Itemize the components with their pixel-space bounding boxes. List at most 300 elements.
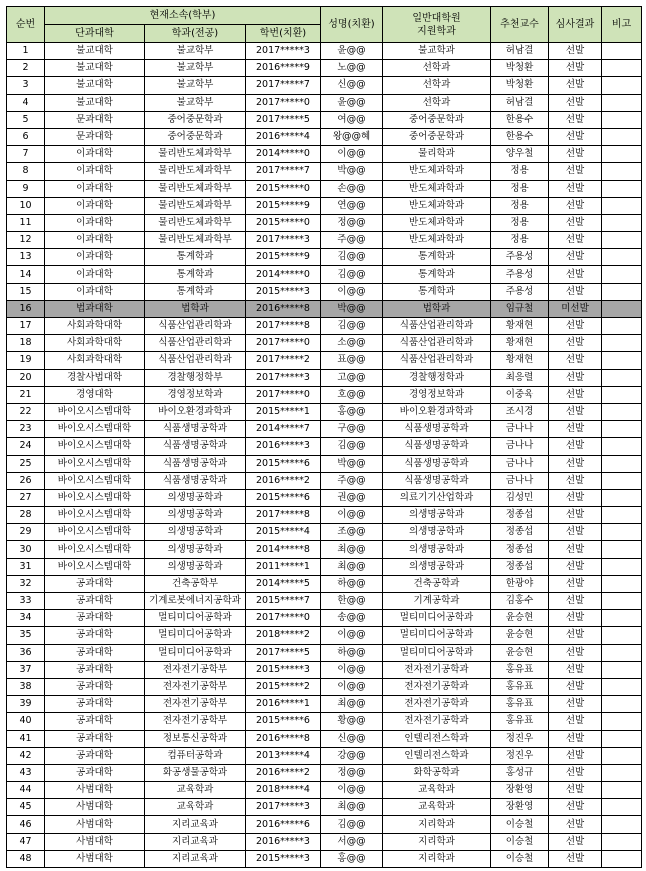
cell-dept: 전자전기공학부 bbox=[145, 713, 246, 730]
cell-name: 송@@ bbox=[321, 610, 383, 627]
cell-professor: 윤승현 bbox=[491, 627, 549, 644]
cell-name: 홍@@ bbox=[321, 403, 383, 420]
cell-result: 선발 bbox=[549, 472, 602, 489]
cell-note bbox=[602, 644, 642, 661]
cell-student-id: 2016*****8 bbox=[246, 730, 321, 747]
cell-dept: 물리반도체과학부 bbox=[145, 180, 246, 197]
table-row bbox=[7, 747, 642, 764]
cell-result: 선발 bbox=[549, 403, 602, 420]
cell-college: 사범대학 bbox=[45, 833, 145, 850]
cell-student-id: 2015*****6 bbox=[246, 455, 321, 472]
cell-grad-dept: 전자전기공학과 bbox=[383, 678, 491, 695]
table-row bbox=[7, 335, 642, 352]
cell-note bbox=[602, 782, 642, 799]
cell-note bbox=[602, 43, 642, 60]
cell-grad-dept: 멀티미디어공학과 bbox=[383, 627, 491, 644]
cell-result: 선발 bbox=[549, 816, 602, 833]
cell-grad-dept: 전자전기공학과 bbox=[383, 696, 491, 713]
cell-name: 윤@@ bbox=[321, 94, 383, 111]
cell-grad-dept: 선학과 bbox=[383, 77, 491, 94]
cell-college: 바이오시스템대학 bbox=[45, 558, 145, 575]
cell-note bbox=[602, 593, 642, 610]
cell-dept: 법학과 bbox=[145, 300, 246, 317]
cell-professor: 홍성규 bbox=[491, 764, 549, 781]
cell-dept: 식품생명공학과 bbox=[145, 455, 246, 472]
cell-note bbox=[602, 438, 642, 455]
cell-note bbox=[602, 128, 642, 145]
cell-student-id: 2015*****1 bbox=[246, 403, 321, 420]
cell-no: 28 bbox=[7, 507, 45, 524]
table-row bbox=[7, 610, 642, 627]
cell-name: 이@@ bbox=[321, 627, 383, 644]
table-row bbox=[7, 94, 642, 111]
cell-dept: 멀티미디어공학과 bbox=[145, 610, 246, 627]
cell-professor: 정종섭 bbox=[491, 507, 549, 524]
cell-professor: 황재현 bbox=[491, 335, 549, 352]
cell-college: 사회과학대학 bbox=[45, 318, 145, 335]
cell-no: 47 bbox=[7, 833, 45, 850]
cell-no: 16 bbox=[7, 300, 45, 317]
cell-name: 조@@ bbox=[321, 524, 383, 541]
cell-no: 40 bbox=[7, 713, 45, 730]
cell-note bbox=[602, 94, 642, 111]
table-row bbox=[7, 696, 642, 713]
cell-college: 불교대학 bbox=[45, 94, 145, 111]
table-row bbox=[7, 77, 642, 94]
cell-dept: 멀티미디어공학과 bbox=[145, 644, 246, 661]
cell-college: 바이오시스템대학 bbox=[45, 403, 145, 420]
cell-college: 사범대학 bbox=[45, 799, 145, 816]
cell-grad-dept: 중어중문학과 bbox=[383, 111, 491, 128]
cell-result: 선발 bbox=[549, 455, 602, 472]
cell-student-id: 2015*****0 bbox=[246, 180, 321, 197]
cell-grad-dept: 바이오환경과학과 bbox=[383, 403, 491, 420]
cell-note bbox=[602, 764, 642, 781]
cell-student-id: 2015*****9 bbox=[246, 197, 321, 214]
cell-professor: 정진우 bbox=[491, 730, 549, 747]
cell-student-id: 2014*****7 bbox=[246, 421, 321, 438]
cell-student-id: 2016*****9 bbox=[246, 60, 321, 77]
header-no: 순번 bbox=[7, 7, 45, 43]
cell-college: 공과대학 bbox=[45, 610, 145, 627]
cell-dept: 지리교육과 bbox=[145, 833, 246, 850]
table-row bbox=[7, 111, 642, 128]
cell-result: 선발 bbox=[549, 386, 602, 403]
table-row bbox=[7, 163, 642, 180]
cell-college: 이과대학 bbox=[45, 180, 145, 197]
cell-no: 42 bbox=[7, 747, 45, 764]
cell-college: 바이오시스템대학 bbox=[45, 472, 145, 489]
header-grad bbox=[383, 7, 491, 43]
cell-result: 선발 bbox=[549, 214, 602, 231]
cell-grad-dept: 전자전기공학과 bbox=[383, 661, 491, 678]
cell-professor: 한용수 bbox=[491, 111, 549, 128]
cell-grad-dept: 식품생명공학과 bbox=[383, 438, 491, 455]
cell-result: 선발 bbox=[549, 610, 602, 627]
cell-grad-dept: 반도체과학과 bbox=[383, 163, 491, 180]
cell-student-id: 2016*****4 bbox=[246, 128, 321, 145]
cell-no: 48 bbox=[7, 850, 45, 867]
cell-dept: 통계학과 bbox=[145, 266, 246, 283]
cell-result: 선발 bbox=[549, 661, 602, 678]
cell-name: 신@@ bbox=[321, 730, 383, 747]
cell-grad-dept: 반도체과학과 bbox=[383, 180, 491, 197]
cell-dept: 불교학부 bbox=[145, 94, 246, 111]
cell-name: 권@@ bbox=[321, 489, 383, 506]
header-grad-label: 일반대학원 지원학과 bbox=[412, 12, 461, 37]
cell-note bbox=[602, 111, 642, 128]
table-row bbox=[7, 386, 642, 403]
cell-name: 김@@ bbox=[321, 249, 383, 266]
cell-student-id: 2015*****3 bbox=[246, 661, 321, 678]
cell-dept: 의생명공학과 bbox=[145, 507, 246, 524]
cell-college: 이과대학 bbox=[45, 249, 145, 266]
cell-dept: 물리반도체과학부 bbox=[145, 197, 246, 214]
cell-no: 41 bbox=[7, 730, 45, 747]
table-row bbox=[7, 575, 642, 592]
cell-note bbox=[602, 833, 642, 850]
cell-result: 선발 bbox=[549, 421, 602, 438]
cell-name: 고@@ bbox=[321, 369, 383, 386]
cell-no: 44 bbox=[7, 782, 45, 799]
cell-grad-dept: 멀티미디어공학과 bbox=[383, 610, 491, 627]
cell-result: 선발 bbox=[549, 146, 602, 163]
cell-note bbox=[602, 507, 642, 524]
cell-note bbox=[602, 799, 642, 816]
cell-no: 1 bbox=[7, 43, 45, 60]
cell-note bbox=[602, 352, 642, 369]
table-row bbox=[7, 438, 642, 455]
cell-student-id: 2016*****3 bbox=[246, 438, 321, 455]
cell-dept: 의생명공학과 bbox=[145, 489, 246, 506]
cell-student-id: 2017*****3 bbox=[246, 43, 321, 60]
cell-no: 17 bbox=[7, 318, 45, 335]
cell-college: 사회과학대학 bbox=[45, 335, 145, 352]
cell-dept: 전자전기공학부 bbox=[145, 661, 246, 678]
cell-result: 선발 bbox=[549, 352, 602, 369]
cell-no: 7 bbox=[7, 146, 45, 163]
cell-college: 사범대학 bbox=[45, 782, 145, 799]
cell-professor: 정종섭 bbox=[491, 524, 549, 541]
cell-note bbox=[602, 180, 642, 197]
cell-result: 선발 bbox=[549, 266, 602, 283]
cell-college: 불교대학 bbox=[45, 77, 145, 94]
header-name: 성명(치환) bbox=[321, 7, 383, 43]
cell-dept: 불교학부 bbox=[145, 77, 246, 94]
cell-grad-dept: 식품산업관리학과 bbox=[383, 335, 491, 352]
cell-college: 바이오시스템대학 bbox=[45, 421, 145, 438]
cell-result: 선발 bbox=[549, 558, 602, 575]
cell-no: 12 bbox=[7, 232, 45, 249]
cell-dept: 교육학과 bbox=[145, 799, 246, 816]
cell-dept: 의생명공학과 bbox=[145, 558, 246, 575]
cell-no: 19 bbox=[7, 352, 45, 369]
cell-dept: 경찰행정학부 bbox=[145, 369, 246, 386]
table-row bbox=[7, 455, 642, 472]
cell-professor: 최응렬 bbox=[491, 369, 549, 386]
cell-name: 연@@ bbox=[321, 197, 383, 214]
cell-professor: 이승철 bbox=[491, 833, 549, 850]
cell-professor: 조시경 bbox=[491, 403, 549, 420]
cell-grad-dept: 의료기기산업학과 bbox=[383, 489, 491, 506]
cell-professor: 주용성 bbox=[491, 283, 549, 300]
cell-no: 32 bbox=[7, 575, 45, 592]
cell-student-id: 2017*****7 bbox=[246, 163, 321, 180]
cell-student-id: 2013*****4 bbox=[246, 747, 321, 764]
cell-grad-dept: 식품생명공학과 bbox=[383, 472, 491, 489]
cell-college: 이과대학 bbox=[45, 283, 145, 300]
cell-result: 선발 bbox=[549, 593, 602, 610]
cell-no: 14 bbox=[7, 266, 45, 283]
cell-professor: 윤승현 bbox=[491, 610, 549, 627]
cell-result: 선발 bbox=[549, 524, 602, 541]
cell-name: 강@@ bbox=[321, 747, 383, 764]
cell-college: 공과대학 bbox=[45, 696, 145, 713]
table-row bbox=[7, 43, 642, 60]
cell-note bbox=[602, 713, 642, 730]
cell-professor: 홍유표 bbox=[491, 678, 549, 695]
cell-no: 43 bbox=[7, 764, 45, 781]
cell-college: 불교대학 bbox=[45, 43, 145, 60]
cell-note bbox=[602, 627, 642, 644]
cell-name: 신@@ bbox=[321, 77, 383, 94]
cell-professor: 한광야 bbox=[491, 575, 549, 592]
cell-professor: 장환영 bbox=[491, 799, 549, 816]
header-prof: 추천교수 bbox=[491, 7, 549, 43]
cell-name: 정@@ bbox=[321, 214, 383, 231]
cell-dept: 불교학부 bbox=[145, 60, 246, 77]
cell-college: 바이오시스템대학 bbox=[45, 524, 145, 541]
cell-dept: 기계로봇에너지공학과 bbox=[145, 593, 246, 610]
cell-grad-dept: 반도체과학과 bbox=[383, 214, 491, 231]
cell-student-id: 2017*****7 bbox=[246, 77, 321, 94]
cell-result: 선발 bbox=[549, 60, 602, 77]
cell-result: 선발 bbox=[549, 489, 602, 506]
header-note: 비고 bbox=[602, 7, 642, 43]
header-dept: 학과(전공) bbox=[145, 25, 246, 43]
cell-college: 공과대학 bbox=[45, 575, 145, 592]
cell-name: 서@@ bbox=[321, 833, 383, 850]
cell-result: 선발 bbox=[549, 850, 602, 867]
cell-result: 선발 bbox=[549, 180, 602, 197]
cell-student-id: 2011*****1 bbox=[246, 558, 321, 575]
cell-no: 26 bbox=[7, 472, 45, 489]
cell-student-id: 2018*****4 bbox=[246, 782, 321, 799]
cell-name: 노@@ bbox=[321, 60, 383, 77]
cell-name: 한@@ bbox=[321, 593, 383, 610]
cell-grad-dept: 지리학과 bbox=[383, 833, 491, 850]
cell-grad-dept: 통계학과 bbox=[383, 249, 491, 266]
cell-name: 호@@ bbox=[321, 386, 383, 403]
cell-dept: 불교학부 bbox=[145, 43, 246, 60]
cell-name: 손@@ bbox=[321, 180, 383, 197]
cell-result: 선발 bbox=[549, 232, 602, 249]
cell-student-id: 2017*****5 bbox=[246, 644, 321, 661]
cell-professor: 김성민 bbox=[491, 489, 549, 506]
cell-college: 사회과학대학 bbox=[45, 352, 145, 369]
cell-note bbox=[602, 421, 642, 438]
cell-college: 법과대학 bbox=[45, 300, 145, 317]
cell-student-id: 2017*****8 bbox=[246, 318, 321, 335]
table-row bbox=[7, 782, 642, 799]
cell-no: 30 bbox=[7, 541, 45, 558]
cell-dept: 식품산업관리학과 bbox=[145, 335, 246, 352]
cell-no: 37 bbox=[7, 661, 45, 678]
cell-result: 선발 bbox=[549, 575, 602, 592]
cell-grad-dept: 식품생명공학과 bbox=[383, 455, 491, 472]
cell-result: 선발 bbox=[549, 163, 602, 180]
cell-no: 27 bbox=[7, 489, 45, 506]
cell-professor: 홍유표 bbox=[491, 713, 549, 730]
table-row bbox=[7, 214, 642, 231]
cell-dept: 교육학과 bbox=[145, 782, 246, 799]
cell-professor: 이승철 bbox=[491, 816, 549, 833]
cell-result: 선발 bbox=[549, 77, 602, 94]
cell-college: 바이오시스템대학 bbox=[45, 507, 145, 524]
cell-result: 선발 bbox=[549, 111, 602, 128]
cell-professor: 한용수 bbox=[491, 128, 549, 145]
cell-student-id: 2014*****0 bbox=[246, 266, 321, 283]
cell-professor: 금나나 bbox=[491, 455, 549, 472]
table-row bbox=[7, 266, 642, 283]
cell-professor: 정진우 bbox=[491, 747, 549, 764]
cell-result: 선발 bbox=[549, 764, 602, 781]
cell-college: 공과대학 bbox=[45, 627, 145, 644]
cell-college: 이과대학 bbox=[45, 266, 145, 283]
cell-name: 윤@@ bbox=[321, 43, 383, 60]
cell-grad-dept: 기계공학과 bbox=[383, 593, 491, 610]
cell-grad-dept: 식품생명공학과 bbox=[383, 421, 491, 438]
cell-grad-dept: 통계학과 bbox=[383, 266, 491, 283]
cell-name: 최@@ bbox=[321, 541, 383, 558]
cell-professor: 정용 bbox=[491, 214, 549, 231]
cell-no: 36 bbox=[7, 644, 45, 661]
cell-dept: 통계학과 bbox=[145, 249, 246, 266]
cell-college: 바이오시스템대학 bbox=[45, 438, 145, 455]
cell-note bbox=[602, 524, 642, 541]
cell-student-id: 2018*****2 bbox=[246, 627, 321, 644]
cell-grad-dept: 반도체과학과 bbox=[383, 197, 491, 214]
cell-result: 선발 bbox=[549, 627, 602, 644]
table-row bbox=[7, 352, 642, 369]
cell-name: 이@@ bbox=[321, 678, 383, 695]
cell-dept: 바이오환경과학과 bbox=[145, 403, 246, 420]
cell-name: 여@@ bbox=[321, 111, 383, 128]
cell-student-id: 2014*****5 bbox=[246, 575, 321, 592]
cell-result: 선발 bbox=[549, 43, 602, 60]
cell-professor: 임규철 bbox=[491, 300, 549, 317]
cell-college: 바이오시스템대학 bbox=[45, 489, 145, 506]
cell-professor: 박청환 bbox=[491, 60, 549, 77]
cell-no: 46 bbox=[7, 816, 45, 833]
cell-professor: 정용 bbox=[491, 163, 549, 180]
cell-note bbox=[602, 558, 642, 575]
table-row bbox=[7, 507, 642, 524]
table-row bbox=[7, 850, 642, 867]
cell-name: 홍@@ bbox=[321, 850, 383, 867]
cell-student-id: 2015*****2 bbox=[246, 678, 321, 695]
cell-result: 선발 bbox=[549, 438, 602, 455]
cell-name: 최@@ bbox=[321, 558, 383, 575]
cell-name: 이@@ bbox=[321, 283, 383, 300]
cell-no: 34 bbox=[7, 610, 45, 627]
cell-name: 김@@ bbox=[321, 266, 383, 283]
cell-professor: 정용 bbox=[491, 197, 549, 214]
cell-note bbox=[602, 403, 642, 420]
cell-name: 구@@ bbox=[321, 421, 383, 438]
cell-result: 선발 bbox=[549, 696, 602, 713]
cell-note bbox=[602, 816, 642, 833]
cell-college: 공과대학 bbox=[45, 713, 145, 730]
table-row bbox=[7, 146, 642, 163]
table-row bbox=[7, 816, 642, 833]
cell-student-id: 2015*****0 bbox=[246, 214, 321, 231]
cell-no: 22 bbox=[7, 403, 45, 420]
cell-name: 김@@ bbox=[321, 438, 383, 455]
cell-professor: 윤승현 bbox=[491, 644, 549, 661]
cell-dept: 정보통신공학과 bbox=[145, 730, 246, 747]
cell-grad-dept: 지리학과 bbox=[383, 816, 491, 833]
cell-note bbox=[602, 575, 642, 592]
cell-dept: 식품생명공학과 bbox=[145, 472, 246, 489]
cell-college: 경찰사법대학 bbox=[45, 369, 145, 386]
cell-result: 선발 bbox=[549, 644, 602, 661]
table-body bbox=[7, 43, 642, 868]
results-table-container bbox=[6, 6, 642, 868]
cell-grad-dept: 의생명공학과 bbox=[383, 541, 491, 558]
cell-grad-dept: 교육학과 bbox=[383, 799, 491, 816]
cell-no: 23 bbox=[7, 421, 45, 438]
cell-no: 29 bbox=[7, 524, 45, 541]
cell-college: 공과대학 bbox=[45, 730, 145, 747]
cell-student-id: 2014*****0 bbox=[246, 146, 321, 163]
cell-professor: 이승철 bbox=[491, 850, 549, 867]
table-row bbox=[7, 249, 642, 266]
cell-college: 불교대학 bbox=[45, 60, 145, 77]
cell-note bbox=[602, 300, 642, 317]
cell-dept: 물리반도체과학부 bbox=[145, 163, 246, 180]
cell-name: 소@@ bbox=[321, 335, 383, 352]
cell-no: 3 bbox=[7, 77, 45, 94]
cell-no: 35 bbox=[7, 627, 45, 644]
cell-no: 9 bbox=[7, 180, 45, 197]
cell-student-id: 2015*****6 bbox=[246, 713, 321, 730]
cell-professor: 허남결 bbox=[491, 43, 549, 60]
cell-student-id: 2015*****3 bbox=[246, 850, 321, 867]
cell-dept: 식품산업관리학과 bbox=[145, 352, 246, 369]
cell-student-id: 2017*****0 bbox=[246, 386, 321, 403]
cell-professor: 황재현 bbox=[491, 318, 549, 335]
cell-dept: 컴퓨터공학과 bbox=[145, 747, 246, 764]
cell-student-id: 2015*****6 bbox=[246, 489, 321, 506]
cell-note bbox=[602, 610, 642, 627]
cell-professor: 양우철 bbox=[491, 146, 549, 163]
header-id: 학번(치환) bbox=[246, 25, 321, 43]
cell-grad-dept: 법학과 bbox=[383, 300, 491, 317]
cell-name: 주@@ bbox=[321, 472, 383, 489]
cell-grad-dept: 건축공학과 bbox=[383, 575, 491, 592]
table-row bbox=[7, 180, 642, 197]
cell-name: 정@@ bbox=[321, 764, 383, 781]
table-row bbox=[7, 558, 642, 575]
cell-student-id: 2017*****0 bbox=[246, 335, 321, 352]
cell-result: 선발 bbox=[549, 318, 602, 335]
cell-student-id: 2016*****2 bbox=[246, 472, 321, 489]
cell-dept: 중어중문학과 bbox=[145, 111, 246, 128]
cell-dept: 식품생명공학과 bbox=[145, 438, 246, 455]
cell-name: 박@@ bbox=[321, 300, 383, 317]
cell-college: 이과대학 bbox=[45, 197, 145, 214]
